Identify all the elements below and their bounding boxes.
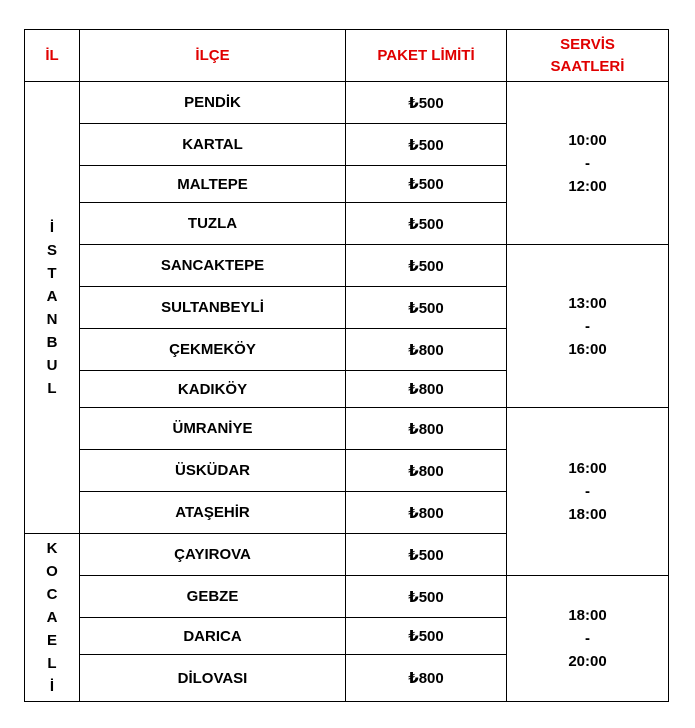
- province-letter: A: [46, 287, 58, 305]
- district-cell: PENDİK: [80, 82, 346, 124]
- slot-start: 10:00: [568, 131, 607, 149]
- district-cell: ÜSKÜDAR: [80, 450, 346, 492]
- province-letter: E: [46, 632, 57, 649]
- province-letter: B: [46, 333, 58, 351]
- district-cell: ATAŞEHİR: [80, 492, 346, 534]
- slot-start: 13:00: [568, 294, 607, 312]
- limit-cell: ₺500: [346, 534, 507, 576]
- province-letter: K: [46, 540, 58, 557]
- district-cell: SANCAKTEPE: [80, 245, 346, 287]
- province-letter: L: [47, 379, 57, 397]
- header-servis-saatleri: [507, 30, 669, 82]
- province-istanbul: [25, 82, 80, 534]
- district-cell: KARTAL: [80, 124, 346, 166]
- province-letter: T: [47, 264, 57, 282]
- province-letter: İ: [49, 678, 55, 695]
- table-row: [25, 82, 669, 124]
- district-cell: ÇAYIROVA: [80, 534, 346, 576]
- limit-cell: ₺800: [346, 329, 507, 371]
- limit-cell: ₺500: [346, 82, 507, 124]
- slot-sep: -: [585, 317, 590, 335]
- limit-cell: ₺800: [346, 492, 507, 534]
- service-slot-2: [507, 245, 669, 408]
- limit-cell: ₺500: [346, 124, 507, 166]
- header-servis-line1: SERVİS: [560, 35, 615, 53]
- header-ilce: İLÇE: [80, 30, 346, 82]
- province-letter: A: [46, 609, 58, 626]
- slot-sep: -: [585, 483, 590, 500]
- province-kocaeli: [25, 534, 80, 702]
- slot-start: 16:00: [568, 460, 607, 477]
- limit-cell: ₺500: [346, 287, 507, 329]
- limit-cell: ₺500: [346, 166, 507, 203]
- limit-cell: ₺800: [346, 450, 507, 492]
- district-cell: KADIKÖY: [80, 371, 346, 408]
- province-letter: İ: [49, 218, 55, 236]
- header-paket-limiti: PAKET LİMİTİ: [346, 30, 507, 82]
- limit-cell: ₺800: [346, 371, 507, 408]
- service-slot-1: [507, 82, 669, 245]
- district-cell: MALTEPE: [80, 166, 346, 203]
- province-letter: O: [46, 563, 58, 580]
- limit-cell: ₺500: [346, 245, 507, 287]
- limit-cell: ₺500: [346, 203, 507, 245]
- service-slot-4: [507, 576, 669, 702]
- district-cell: TUZLA: [80, 203, 346, 245]
- district-cell: SULTANBEYLİ: [80, 287, 346, 329]
- province-letter: U: [46, 356, 58, 374]
- province-letter: S: [46, 241, 57, 259]
- service-table: [24, 29, 669, 702]
- slot-end: 18:00: [568, 506, 607, 523]
- province-letter: C: [46, 586, 58, 603]
- slot-end: 16:00: [568, 340, 607, 358]
- table-row: [25, 408, 669, 450]
- slot-start: 18:00: [568, 607, 607, 624]
- district-cell: ÜMRANİYE: [80, 408, 346, 450]
- slot-sep: -: [585, 630, 590, 647]
- table-row: [25, 576, 669, 618]
- district-cell: GEBZE: [80, 576, 346, 618]
- district-cell: DİLOVASI: [80, 655, 346, 702]
- limit-cell: ₺500: [346, 576, 507, 618]
- slot-sep: -: [585, 154, 590, 172]
- table-row: [25, 245, 669, 287]
- district-cell: ÇEKMEKÖY: [80, 329, 346, 371]
- limit-cell: ₺800: [346, 408, 507, 450]
- limit-cell: ₺800: [346, 655, 507, 702]
- service-slot-3: [507, 408, 669, 576]
- limit-cell: ₺500: [346, 618, 507, 655]
- header-il: İL: [25, 30, 80, 82]
- header-servis-line2: SAATLERİ: [550, 57, 625, 75]
- slot-end: 20:00: [568, 653, 607, 670]
- header-row: [25, 30, 669, 82]
- slot-end: 12:00: [568, 177, 607, 195]
- province-letter: L: [47, 655, 57, 672]
- district-cell: DARICA: [80, 618, 346, 655]
- province-letter: N: [46, 310, 58, 328]
